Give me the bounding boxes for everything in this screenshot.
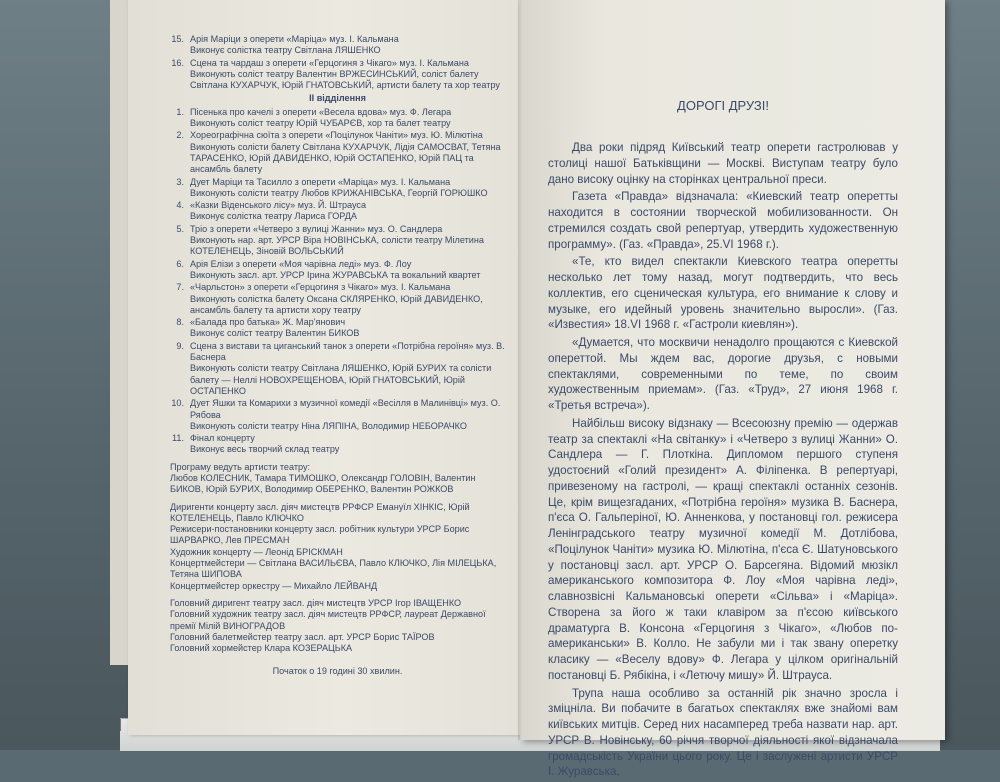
greeting-paragraph: Газета «Правда» відзначала: «Киевский театр оперетты находится в состоянии творческой мобилизованности. Он стремился создать свой репертуар, утвердить художественную программу». (Газ. «Правда», 25.VI 1968 г.). [548, 190, 898, 251]
item-text: Арія Елізи з оперети «Моя чарівна леді» муз. Ф. Лоу Виконують засл. арт. УРСР Ірина ЖУРАВСЬКА та вокальний квартет [190, 258, 481, 280]
item-number: 16. [171, 57, 184, 68]
greeting-paragraph: «Те, кто видел спектакли Киевского театра оперетты несколько лет тому назад, могут подтвердить, что весь коллектив, его сценическая культура, его внимание к слову и музыке, его идейный уровень значительно выросли». (Газ. «Известия» 18.VI 1968 г. «Гастроли киевлян»). [548, 255, 898, 332]
item-number: 11. [172, 433, 184, 444]
staff-line: Головний балетмейстер театру засл. арт. УРСР Борис ТАЇРОВ [170, 631, 435, 642]
program-item [170, 177, 505, 200]
staff-list [170, 598, 505, 654]
credit-line: Режисери-постановники концерту засл. робітник культури УРСР Борис ШАРВАРКО, Лев ПРЕСМАН [170, 524, 470, 546]
greeting-paragraph: Найбільш високу відзнаку — Всесоюзну премію — одержав театр за спектаклі «На світанку» і «Четверо з вулиці Жанни» О. Сандлера — Г. Плоткіна. Дипломом першого ступеня удостоєний «Голий президент» А. Філіпенка. В репертуарі, привезеному на гастролі, — кращі спектаклі останніх сезонів. Це, крім вищезгаданих, «Потрібна героїня» музика В. Баснера, п'єса О. Гальперіної, Ю. Анненкова, у постановці гол. режисера Ленінградського театру музичної комедії М. Дотлібова, «Поцілунок Чаніти» музика Ю. Мілютіна, п'єса Є. Шатуновського у постановці засл. арт. УРСР О. Барсегяна. Відомий мюзікл американського композитора Ф. Лоу «Моя чарівна леді», славнозвісні Кальмановські оперети «Сільва» і «Маріца». Створена за його ж таки клавіром за п'єсою київського драматурга В. Консона «Герцогиня з Чікаго», «Любов по-американськи» В. Колло. Не забули ми і так звану оперетку класику — «Веселу вдову» Ф. Легара у цілком оригінальній постановці Б. Рябікіна, і «Летючу мишу» Й. Штрауса. [548, 416, 898, 682]
program-item [170, 130, 505, 175]
item-number: 15. [171, 34, 184, 44]
program-item [170, 341, 505, 397]
program-item [170, 107, 505, 130]
item-text: Сцена з вистави та циганський танок з оперети «Потрібна героїня» муз. В. Баснера Виконують солісти театру Світлана ЛЯШЕНКО, Юрій БУРИХ та солісти балету — Неллі НОВОХРЕЩЕНОВА, Юрій ГНАТОВСЬКИЙ, Юрій ОСТАПЕНКО [190, 340, 505, 396]
item-number: 8. [176, 317, 184, 328]
item-text: Дует Яшки та Комарихи з музичної комедії «Весілля в Малинівці» муз. О. Рябова Виконують солісти театру Ніна ЛЯПІНА, Володимир НЕБОРАЧКО [190, 398, 501, 431]
part2-list [170, 107, 505, 456]
item-text: Арія Маріци з оперети «Маріца» муз. І. Кальмана Виконує солістка театру Світлана ЛЯШЕНКО [190, 34, 399, 56]
greeting-paragraph: «Думается, что москвичи ненадолго прощаются с Киевской опереттой. Мы ждем вас, дорогие друзья, с новыми спектаклями, современными по теме, по своим художественным приемам». (Газ. «Труд», 27 июня 1968 г. «Третья встреча»). [548, 336, 898, 412]
item-text: Фінал концерту Виконує весь творчий склад театру [190, 433, 340, 455]
item-text: Сцена та чардаш з оперети «Герцогиня з Чікаго» муз. І. Кальмана Виконують соліст театру Валентин ВРЖЕСИНСЬКИЙ, соліст балету Світлана КУХАРЧУК, Юрій ГНАТОВСЬКИЙ, артисти балету та хор театру [190, 57, 500, 91]
program-item [170, 282, 505, 316]
item-number: 3. [176, 176, 184, 187]
greeting-text [548, 140, 898, 782]
item-text: Пісенька про качелі з оперети «Весела вдова» муз. Ф. Легара Виконують соліст театру Юрій ЧУБАРЄВ, хор та балет театру [190, 106, 452, 129]
item-number: 9. [176, 340, 184, 351]
program-list [170, 34, 505, 678]
item-text: Хореографічна сюїта з оперети «Поцілунок Чаніти» муз. Ю. Мілютіна Виконують солісти балету Світлана КУХАРЧУК, Лідія САМОСВАТ, Тетяна ТАРАСЕНКО, Юрій ДАВИДЕНКО, Юрій ОСТАПЕНКО, Юрій ПАЦ та ансамбль балету [190, 130, 501, 175]
program-item [170, 398, 505, 432]
item-number: 1. [176, 106, 184, 117]
hosts-list: Любов КОЛЕСНИК, Тамара ТИМОШКО, Олександр ГОЛОВІН, Валентин БИКОВ, Юрій БУРИХ, Володимир ОБЕРЕНКО, Валентин РОЖКОВ [170, 472, 476, 495]
staff-line: Головний художник театру засл. діяч мистецтв РРФСР, лауреат Державної премії Мілій ВИНОГРАДОВ [170, 609, 486, 631]
program-item [170, 317, 505, 340]
greeting-paragraph: Трупа наша особливо за останній рік значно зросла і зміцніла. Ви побачите в багатьох спектаклях вже знайомі вам київських митців. Серед них насамперед треба назвати нар. арт. УРСР В. Новінську, 60 річчя творчої діяльності якої відзначала громадськість України цього року. Це і заслужені артисти УРСР І. Журавська, [548, 686, 898, 779]
item-number: 7. [176, 282, 184, 293]
item-text: Тріо з оперети «Четверо з вулиці Жанни» муз. О. Сандлера Виконують нар. арт. УРСР Віра НОВІНСЬКА, солісти театру Мілетина КОТЕЛЕНЕЦЬ, Зіновій ВОЛЬСЬКИЙ [190, 223, 484, 257]
section-title: II відділення [309, 93, 366, 104]
credit-line: Концертмейстер оркестру — Михайло ЛЕЙВАНД [170, 580, 378, 591]
page-fold [518, 0, 522, 740]
credit-line: Диригенти концерту засл. діяч мистецтв РРФСР Емануїл ХІНКІС, Юрій КОТЕЛЕНЕЦЬ, Павло КЛЮЧКО [170, 501, 470, 523]
program-item [170, 200, 505, 223]
item-number: 5. [176, 223, 184, 234]
item-number: 4. [176, 200, 184, 211]
staff-line: Головний хормейстер Клара КОЗЕРАЦЬКА [170, 643, 353, 654]
item-text: «Казки Віденського лісу» муз. Й. Штрауса Виконує солістка театру Лариса ГОРДА [190, 200, 367, 222]
program-item [170, 224, 505, 258]
item-text: «Чарльстон» з оперети «Герцогиня з Чікаго» муз. І. Кальмана Виконують солістка балету Оксана СКЛЯРЕНКО, Юрій ДАВИДЕНКО, ансамбль балету та артисти хору театру [190, 282, 483, 315]
credit-line: Концертмейстери — Світлана ВАСИЛЬЄВА, Павло КЛЮЧКО, Лія МІЛЕЦЬКА, Тетяна ШИПОВА [170, 558, 497, 580]
item-number: 10. [171, 398, 184, 409]
item-number: 2. [176, 130, 184, 141]
greeting-paragraph: Два роки підряд Київський театр оперети гастролював у столиці нашої Батьківщини — Москві. Виступам театру було дано високу оцінку на сторінках центральної преси. [548, 141, 898, 186]
item-number: 6. [176, 258, 184, 269]
staff-line: Головний диригент театру засл. діяч мистецтв УРСР Ігор ІВАЩЕНКО [170, 597, 462, 608]
start-time: Початок о 19 годині 30 хвилин. [272, 666, 403, 677]
part1-list [170, 34, 505, 91]
program-item [170, 34, 505, 57]
program-item [170, 259, 505, 282]
program-item [170, 433, 505, 456]
credit-line: Художник концерту — Леонід БРІСКМАН [170, 546, 343, 557]
greeting-title: ДОРОГІ ДРУЗІ! [677, 98, 769, 113]
item-text: «Балада про батька» Ж. Мар'янович Виконує соліст театру Валентин БИКОВ [190, 317, 360, 339]
program-item [170, 58, 505, 92]
item-text: Дует Маріци та Тасилло з оперети «Маріца» муз. І. Кальмана Виконують солісти театру Любов КРИЖАНІВСЬКА, Георгій ГОРЮШКО [190, 176, 488, 198]
hosts-intro: Програму ведуть артисти театру: [170, 461, 311, 472]
credits-list [170, 502, 505, 592]
ruler-tick [120, 719, 121, 731]
